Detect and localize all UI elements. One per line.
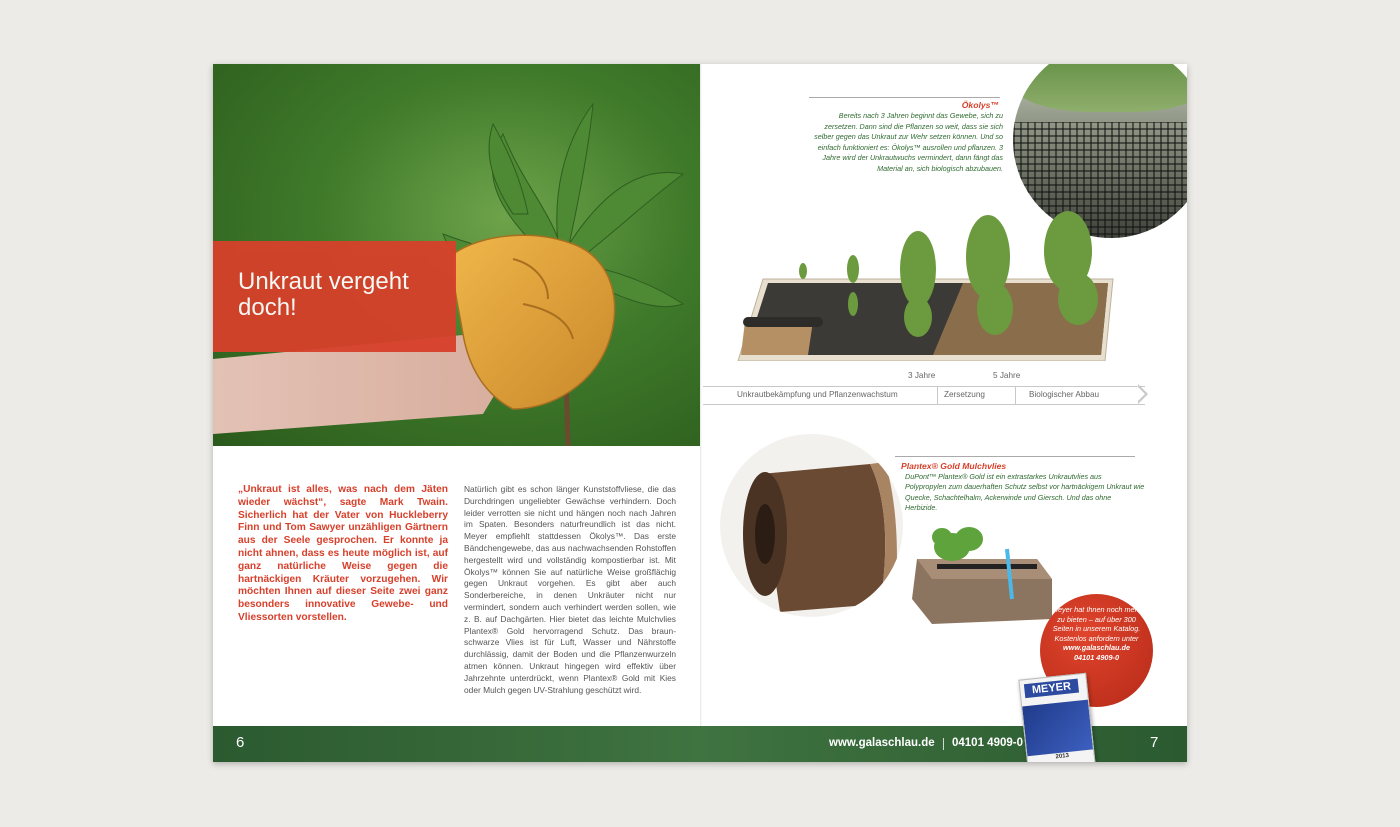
plantex-rule xyxy=(895,456,1135,457)
timeline-divider xyxy=(937,386,938,405)
okolys-text: Bereits nach 3 Jahren beginnt das Gewebe, sich zu zersetzen. Dann sind die Pflanzen so weit, dass sie sich selber gegen das Unkraut zur Wehr setzen können. Und so einfach funktioniert es: Ökolys™ ausrollen und pflanzen. 3 Jahre wird der Unkrautwuchs vermindert, dann fängt das Material an, sich biologisch abzubauen. xyxy=(814,111,1003,173)
brochure-spread xyxy=(213,64,1187,762)
badge-line: Meyer hat Ihnen noch mehr zu bieten – auf über 300 Seiten in unserem Katalog. Kostenlos anfordern unter xyxy=(1051,605,1142,643)
plantex-title: Plantex® Gold Mulchvlies xyxy=(901,461,1007,471)
page-title: Unkraut vergeht doch! xyxy=(238,268,409,321)
timeline-year-3: 3 Jahre xyxy=(908,371,936,380)
timeline-segment-decomposition: Zersetzung xyxy=(944,390,985,399)
footer-url[interactable]: www.galaschlau.de xyxy=(829,737,935,749)
page-gutter xyxy=(700,64,702,762)
catalog-band xyxy=(1022,700,1093,757)
trees-background xyxy=(1013,64,1187,112)
catalog-year: 2013 xyxy=(1055,752,1070,761)
okolys-rule xyxy=(809,97,1000,98)
timeline-divider xyxy=(1015,386,1016,405)
badge-url[interactable]: www.galaschlau.de xyxy=(1062,643,1131,653)
soil-cross-section-illustration xyxy=(907,519,1057,629)
okolys-title: Ökolys™ xyxy=(961,100,999,110)
plantex-roll-photo xyxy=(720,434,903,617)
timeline-segment-biodegradation: Biologischer Abbau xyxy=(1029,390,1100,399)
footer-separator xyxy=(943,738,944,750)
timeline-segment-growth: Unkrautbekämpfung und Pflanzenwachstum xyxy=(737,390,898,399)
timeline-year-5: 5 Jahre xyxy=(993,371,1021,380)
catalog-cover xyxy=(1018,673,1095,762)
badge-text xyxy=(1048,605,1145,663)
timeline-arrow-inner xyxy=(1137,386,1145,402)
body-text: Natürlich gibt es schon länger Kunststoffvliese, die das Durchdringen ungeliebter Gewächse verhindern. Doch leider verrotten sie nicht und hängen noch nach Jahren im Spaten. Besonders naturfreundlich ist das nicht. Meyer empfiehlt stattdessen Ökolys™. Das erste Bändchengewebe, das aus nachwachsenden Rohstoffen hergestellt wird und vollständig kompostierbar ist. Mit Ökolys™ können Sie auf natürliche Weise großflächig gegen Unkraut vorgehen. Es gibt aber auch Sonderbereiche, in denen Unkräuter nicht nur vermindert, sondern auch verhindert werden sollen, wie z. B. auf Dachgärten. Hier bietet das leichte Mulchvlies Plantex® Gold hervorragend Schutz. Das braun-schwarze Vlies ist für Luft, Wasser und Nährstoffe durchlässig, damit der Boden und die Pflanzenwurzeln atmen können. Unkraut hingegen wird effektiv über Jahrzehnte unterdrückt, wenn Plantex® Gold mit Kies oder Mulch gegen UV-Strahlung geschützt wird. xyxy=(464,484,676,695)
footer-phone: 04101 4909-0 xyxy=(952,737,1023,749)
page-number-right: 7 xyxy=(1150,734,1159,751)
plantex-text: DuPont™ Plantex® Gold ist ein extrastarkes Unkrautvlies aus Polypropylen zum dauerhaften Schutz selbst vor hartnäckigem Unkraut wie Quecke, Schachtelhalm, Ackerwinde und Giersch. Und das ohne Herbizide. xyxy=(905,472,1145,513)
intro-quote: „Unkraut ist alles, was nach dem Jäten wieder wächst“, sagte Mark Twain. Sicherlich hat der Vater von Huckleberry Finn und Tom Sawyer unzähligen Gärtnern aus der Seele gesprochen. Er konnte ja nicht ahnen, dass es heute möglich ist, auf ganz natürliche Weise gegen die hartnäckigen Kräuter vorzugehen. Wir möchten Ihnen auf dieser Seite zwei ganz besonders innovative Gewebe- und Vliessorten vorstellen. xyxy=(238,484,448,623)
page-number-left: 6 xyxy=(236,734,245,751)
catalog-logo: MEYER xyxy=(1024,679,1079,699)
growth-illustration xyxy=(733,209,1133,361)
badge-phone: 04101 4909-0 xyxy=(1073,652,1120,662)
fabric-roll-illustration xyxy=(720,434,903,617)
title-box xyxy=(213,241,456,352)
